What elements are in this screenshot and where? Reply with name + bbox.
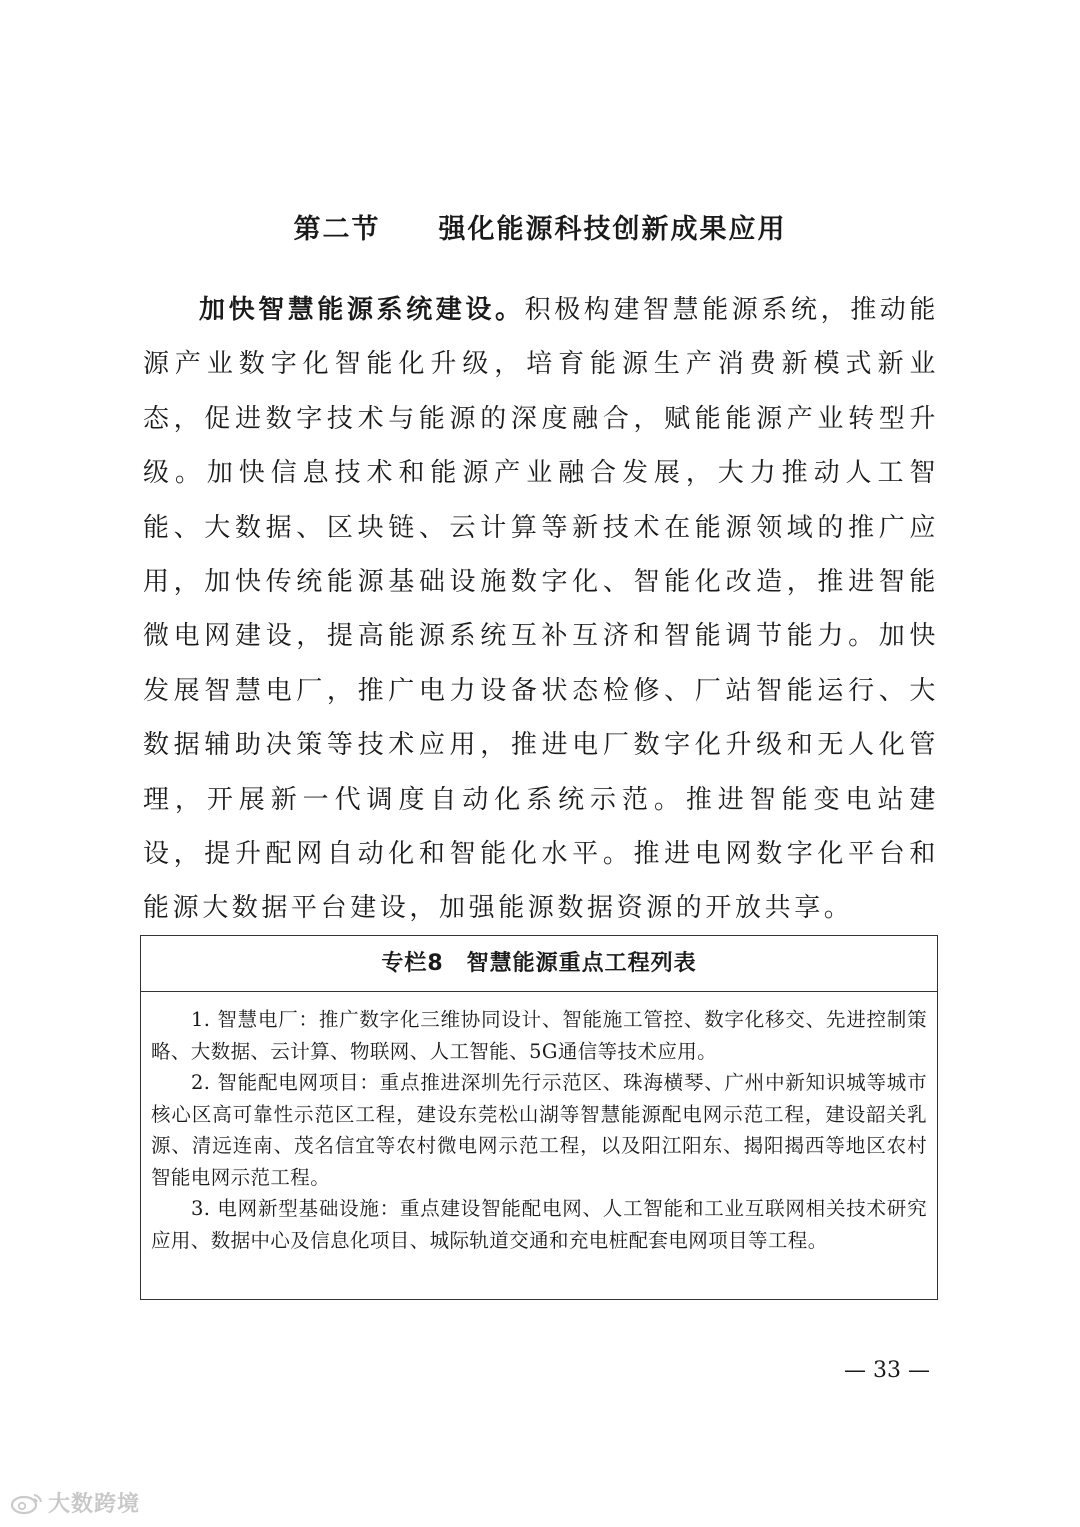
column-box xyxy=(140,935,938,1300)
column-item-1: 1. 智慧电厂：推广数字化三维协同设计、智能施工管控、数字化移交、先进控制策略、大数据、云计算、物联网、人工智能、5G通信等技术应用。 xyxy=(151,1008,927,1063)
section-title: 第二节 强化能源科技创新成果应用 xyxy=(293,214,787,245)
column-box-title: 专栏8 智慧能源重点工程列表 xyxy=(141,936,937,992)
watermark xyxy=(10,1487,140,1518)
watermark-text: 大数跨境 xyxy=(48,1492,141,1517)
paragraph-lead: 加快智慧能源系统建设。 xyxy=(199,295,525,325)
page-number: — 33 — xyxy=(844,1358,930,1383)
column-item-3: 3. 电网新型基础设施：重点建设智能配电网、人工智能和工业互联网相关技术研究应用、数据中心及信息化项目、城际轨道交通和充电桩配套电网项目等工程。 xyxy=(151,1197,927,1252)
weibo-logo-icon xyxy=(10,1492,44,1514)
paragraph-text: 积极构建智慧能源系统，推动能源产业数字化智能化升级，培育能源生产消费新模式新业态，促进数字技术与能源的深度融合，赋能能源产业转型升级。加快信息技术和能源产业融合发展，大力推动人工智能、大数据、区块链、云计算等新技术在能源领域的推广应用，加快传统能源基础设施数字化、智能化改造，推进智能微电网建设，提高能源系统互补互济和智能调节能力。加快发展智慧电厂，推广电力设备状态检修、厂站智能运行、大数据辅助决策等技术应用，推进电厂数字化升级和无人化管理，开展新一代调度自动化系统示范。推进智能变电站建设，提升配网自动化和智能化水平。推进电网数字化平台和能源大数据平台建设，加强能源数据资源的开放共享。 xyxy=(143,295,940,924)
column-box-body xyxy=(141,992,937,1256)
column-item-2: 2. 智能配电网项目：重点推进深圳先行示范区、珠海横琴、广州中新知识城等城市核心区高可靠性示范区工程，建设东莞松山湖等智慧能源配电网示范工程，建设韶关乳源、清远连南、茂名信宜等农村微电网示范工程，以及阳江阳东、揭阳揭西等地区农村智能电网示范工程。 xyxy=(151,1071,927,1189)
body-paragraph xyxy=(143,283,939,936)
